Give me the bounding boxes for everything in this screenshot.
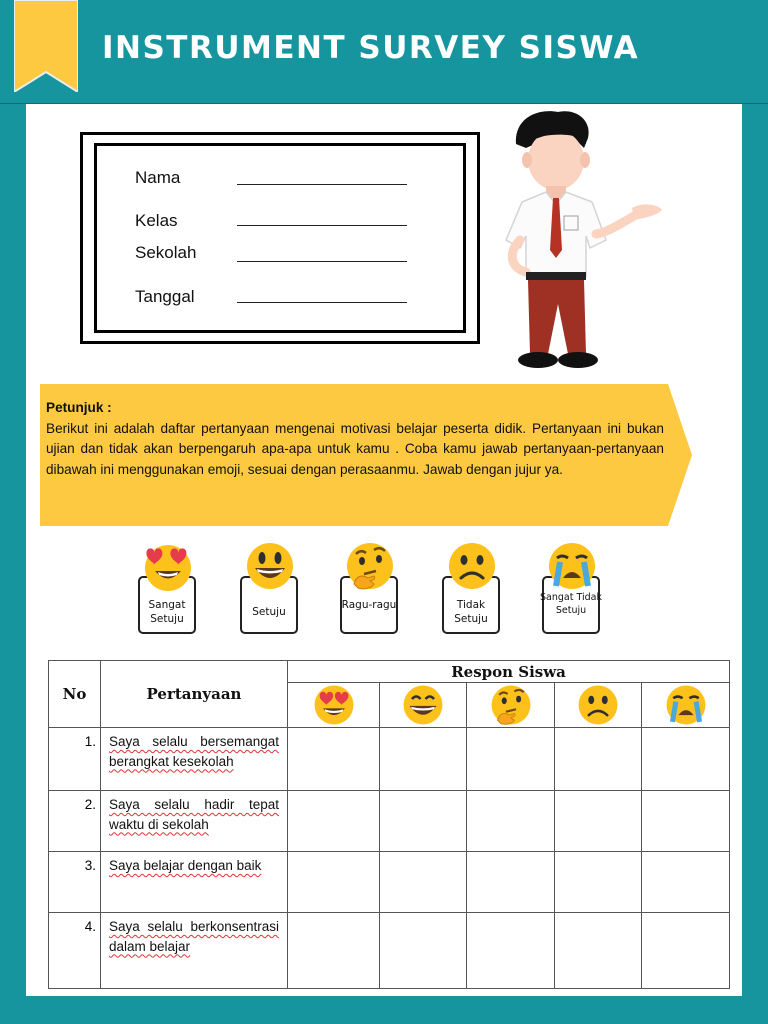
field-label-kelas: Kelas bbox=[135, 211, 178, 230]
survey-table bbox=[48, 660, 730, 989]
question-text: Saya selalu hadir tepat waktu di sekolah bbox=[109, 797, 279, 832]
response-cell[interactable] bbox=[555, 728, 642, 791]
response-header-sangat-setuju bbox=[288, 683, 380, 728]
legend-sangat-tidak-setuju bbox=[540, 540, 604, 640]
legend-label: Sangat Setuju bbox=[148, 599, 186, 625]
row-question bbox=[101, 791, 288, 852]
field-label-sekolah: Sekolah bbox=[135, 243, 197, 262]
header bbox=[0, 0, 768, 104]
response-cell[interactable] bbox=[555, 913, 642, 989]
heart-eyes-emoji-icon bbox=[312, 683, 356, 727]
response-cell[interactable] bbox=[380, 913, 467, 989]
response-header-ragu-ragu bbox=[467, 683, 555, 728]
table-row bbox=[49, 791, 730, 852]
response-cell[interactable] bbox=[467, 791, 555, 852]
response-cell[interactable] bbox=[288, 852, 380, 913]
response-cell[interactable] bbox=[642, 852, 730, 913]
response-cell[interactable] bbox=[467, 728, 555, 791]
response-cell[interactable] bbox=[642, 913, 730, 989]
question-text: Saya selalu bersemangat berangkat kesekolah bbox=[109, 734, 279, 769]
frowning-emoji-icon bbox=[576, 683, 620, 727]
table-row bbox=[49, 852, 730, 913]
crying-emoji-icon bbox=[546, 540, 598, 592]
response-cell[interactable] bbox=[288, 791, 380, 852]
instruction-text bbox=[46, 398, 664, 480]
identity-box bbox=[80, 132, 480, 344]
instruction-body: Berikut ini adalah daftar pertanyaan mengenai motivasi belajar peserta didik. Pertanyaan ini bukan ujian dan tidak akan berpengaruh apa-apa untuk kamu . Coba kamu jawab pertanyaan-pertanyaan dibawah ini menggunakan emoji, sesuai dengan perasaanmu. Jawab dengan jujur ya. bbox=[46, 420, 664, 477]
legend-sangat-setuju bbox=[136, 540, 200, 640]
column-header-pertanyaan: Pertanyaan bbox=[101, 661, 288, 728]
response-cell[interactable] bbox=[642, 728, 730, 791]
question-text: Saya selalu berkonsentrasi dalam belajar bbox=[109, 919, 279, 954]
response-cell[interactable] bbox=[555, 791, 642, 852]
grinning-emoji-icon bbox=[244, 540, 296, 592]
response-cell[interactable] bbox=[380, 791, 467, 852]
question-text: Saya belajar dengan baik bbox=[109, 858, 262, 873]
heart-eyes-emoji-icon bbox=[142, 540, 194, 592]
field-line-tanggal[interactable] bbox=[237, 302, 407, 303]
response-header-tidak-setuju bbox=[555, 683, 642, 728]
frowning-emoji-icon bbox=[446, 540, 498, 592]
legend-label: Sangat Tidak Setuju bbox=[540, 592, 602, 616]
table-row bbox=[49, 913, 730, 989]
response-cell[interactable] bbox=[467, 852, 555, 913]
response-cell[interactable] bbox=[288, 913, 380, 989]
instruction-heading: Petunjuk : bbox=[46, 400, 112, 415]
student-illustration-icon bbox=[486, 108, 676, 378]
row-number: 2. bbox=[49, 791, 101, 852]
thinking-emoji-icon bbox=[489, 683, 533, 727]
legend-label: Setuju bbox=[252, 606, 286, 618]
legend-label: Ragu-ragu bbox=[341, 599, 397, 611]
field-label-nama: Nama bbox=[135, 168, 181, 187]
response-cell[interactable] bbox=[467, 913, 555, 989]
thinking-emoji-icon bbox=[344, 540, 396, 592]
row-number: 3. bbox=[49, 852, 101, 913]
row-question bbox=[101, 728, 288, 791]
grinning-emoji-icon bbox=[401, 683, 445, 727]
response-cell[interactable] bbox=[380, 852, 467, 913]
response-cell[interactable] bbox=[380, 728, 467, 791]
response-cell[interactable] bbox=[555, 852, 642, 913]
table-row bbox=[49, 728, 730, 791]
column-header-no: No bbox=[49, 661, 101, 728]
response-cell[interactable] bbox=[288, 728, 380, 791]
survey-sheet bbox=[26, 104, 742, 996]
row-number: 4. bbox=[49, 913, 101, 989]
column-header-respon: Respon Siswa bbox=[288, 661, 730, 683]
crying-emoji-icon bbox=[664, 683, 708, 727]
field-line-sekolah[interactable] bbox=[237, 261, 407, 262]
response-header-sangat-tidak-setuju bbox=[642, 683, 730, 728]
field-line-nama[interactable] bbox=[237, 184, 407, 185]
field-label-tanggal: Tanggal bbox=[135, 287, 195, 306]
row-question bbox=[101, 913, 288, 989]
response-cell[interactable] bbox=[642, 791, 730, 852]
response-header-setuju bbox=[380, 683, 467, 728]
legend-tidak-setuju bbox=[440, 540, 504, 640]
legend-setuju bbox=[238, 540, 302, 640]
field-line-kelas[interactable] bbox=[237, 225, 407, 226]
bookmark-ribbon-icon bbox=[14, 0, 78, 92]
legend-ragu-ragu bbox=[338, 540, 402, 640]
row-number: 1. bbox=[49, 728, 101, 791]
legend-label: Tidak Setuju bbox=[454, 599, 488, 625]
row-question bbox=[101, 852, 288, 913]
page-title: INSTRUMENT SURVEY SISWA bbox=[102, 30, 640, 66]
identity-box-inner bbox=[94, 143, 466, 333]
